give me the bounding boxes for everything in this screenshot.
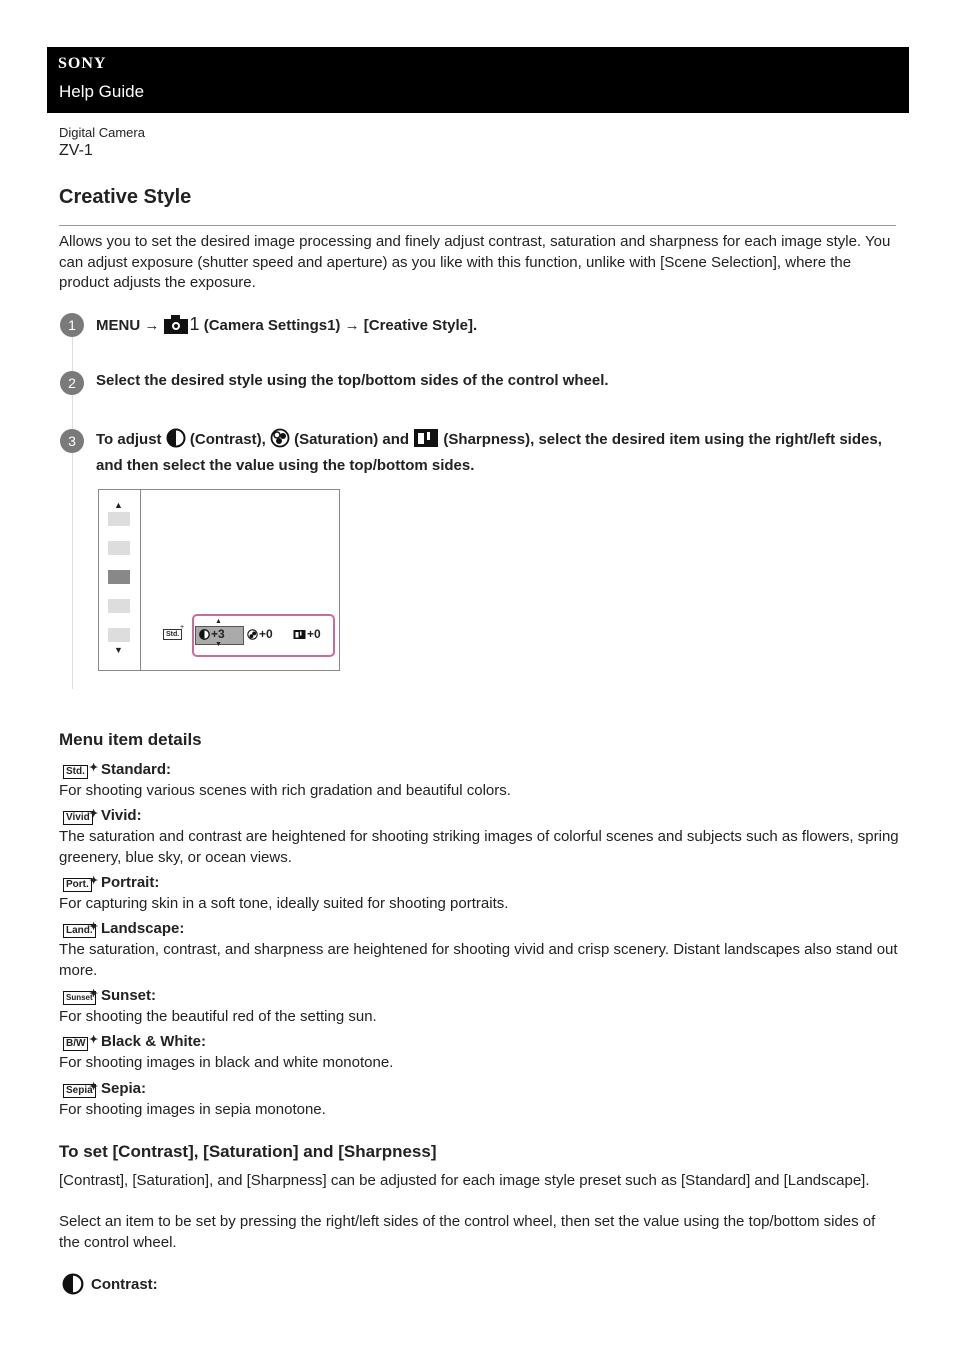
saturation-icon bbox=[270, 428, 290, 455]
contrast-subheading bbox=[62, 1273, 158, 1295]
std-badge-small: Std. bbox=[163, 629, 182, 640]
standard-style-icon: Std. ✦ bbox=[63, 760, 97, 780]
step-3-pre: To adjust bbox=[96, 431, 162, 448]
list-item bbox=[59, 1078, 904, 1121]
contrast-value: +3 bbox=[211, 627, 225, 641]
style-tile bbox=[108, 541, 130, 555]
step-3-saturation: (Saturation) and bbox=[294, 431, 410, 448]
camera-settings-number: 1 bbox=[189, 314, 200, 334]
adjust-heading: To set [Contrast], [Saturation] and [Sharpness] bbox=[59, 1142, 437, 1161]
saturation-icon-small bbox=[247, 629, 258, 640]
style-tile-selected bbox=[108, 570, 130, 584]
up-caret-icon: ▲ bbox=[215, 618, 222, 625]
page-title: Creative Style bbox=[59, 186, 192, 208]
contrast-icon-small bbox=[199, 629, 210, 640]
menu-details-heading: Menu item details bbox=[59, 730, 202, 749]
product-model: ZV-1 bbox=[59, 142, 93, 159]
sunset-style-icon: Sunset ✦ bbox=[63, 986, 97, 1006]
screen-divider bbox=[140, 490, 141, 670]
item-desc: For shooting the beautiful red of the setting sun. bbox=[59, 1008, 377, 1025]
item-desc: The saturation, contrast, and sharpness are heightened for shooting vivid and crisp scenery. Distant landscapes also stand out more. bbox=[59, 941, 898, 979]
sharpness-value: +0 bbox=[307, 627, 321, 641]
bw-style-icon: B/W ✦ bbox=[63, 1032, 97, 1052]
step-number-3: 3 bbox=[60, 429, 84, 453]
item-name: Sepia: bbox=[101, 1079, 147, 1097]
title-divider bbox=[59, 225, 896, 226]
step-number-1: 1 bbox=[60, 313, 84, 337]
item-name: Landscape: bbox=[101, 919, 185, 937]
item-desc: For capturing skin in a soft tone, ideally suited for shooting portraits. bbox=[59, 895, 509, 912]
list-item bbox=[59, 985, 904, 1028]
saturation-value: +0 bbox=[259, 627, 273, 641]
contrast-icon bbox=[166, 428, 186, 455]
portrait-style-icon: Port. ✦ bbox=[63, 873, 97, 893]
style-tile bbox=[108, 512, 130, 526]
style-tile bbox=[108, 628, 130, 642]
item-desc: For shooting various scenes with rich gradation and beautiful colors. bbox=[59, 782, 511, 799]
adjust-para-2: Select an item to be set by pressing the right/left sides of the control wheel, then set the value using the top/bottom sides of the control wheel. bbox=[59, 1213, 876, 1251]
list-item bbox=[59, 759, 904, 802]
step-2: Select the desired style using the top/bottom sides of the control wheel. bbox=[96, 372, 609, 389]
vivid-style-icon: Vivid ✦ bbox=[63, 806, 97, 826]
header-bar bbox=[47, 47, 909, 113]
sparkle-icon: + bbox=[180, 624, 185, 631]
list-item bbox=[59, 872, 904, 915]
step-1 bbox=[96, 313, 896, 341]
item-desc: For shooting images in black and white monotone. bbox=[59, 1054, 394, 1071]
item-name: Sunset: bbox=[101, 986, 157, 1004]
adjust-para-1: [Contrast], [Saturation], and [Sharpness] can be adjusted for each image style preset such as [Standard] and [Landscape]. bbox=[59, 1172, 870, 1189]
item-name: Vivid: bbox=[101, 806, 142, 824]
item-name: Standard: bbox=[101, 760, 172, 778]
camera-screen-illustration bbox=[98, 489, 340, 671]
item-name: Portrait: bbox=[101, 873, 160, 891]
product-category: Digital Camera bbox=[59, 125, 145, 140]
sepia-style-icon: Sepia ✦ bbox=[63, 1079, 97, 1099]
step-3-contrast: (Contrast), bbox=[189, 431, 266, 448]
list-item bbox=[59, 805, 904, 868]
step-1-pre: MENU → bbox=[96, 317, 160, 334]
item-desc: The saturation and contrast are heightened for shooting striking images of colorful scenes and subjects such as flowers, spring greenery, blue sky, or ocean views. bbox=[59, 828, 899, 866]
contrast-icon bbox=[62, 1273, 84, 1295]
down-caret-icon: ▼ bbox=[215, 641, 222, 648]
step-3 bbox=[96, 428, 896, 477]
sony-logo: SONY bbox=[58, 55, 107, 72]
contrast-label: Contrast: bbox=[91, 1275, 158, 1293]
sharpness-icon-small bbox=[293, 629, 306, 640]
item-desc: For shooting images in sepia monotone. bbox=[59, 1101, 326, 1118]
landscape-style-icon: Land. ✦ bbox=[63, 919, 97, 939]
list-item bbox=[59, 1031, 904, 1074]
camera-icon bbox=[164, 314, 190, 341]
down-arrow-icon: ▼ bbox=[114, 645, 123, 655]
step-number-2: 2 bbox=[60, 371, 84, 395]
help-guide-title: Help Guide bbox=[59, 82, 145, 101]
sharpness-icon bbox=[413, 428, 439, 455]
step-1-post: (Camera Settings1) → [Creative Style]. bbox=[203, 317, 478, 334]
item-name: Black & White: bbox=[101, 1032, 207, 1050]
intro-text: Allows you to set the desired image processing and finely adjust contrast, saturation and sharpness for each image style. You can adjust exposure (shutter speed and aperture) as you like with this function, unlike with [Scene Selection], where the product adjusts the exposure. bbox=[59, 233, 891, 291]
up-arrow-icon: ▲ bbox=[114, 500, 123, 510]
style-tile bbox=[108, 599, 130, 613]
step-3-sharpness: (Sharpness), select the desired item using the right/left sides, and then select the value using the top/bottom sides. bbox=[96, 431, 882, 474]
list-item bbox=[59, 918, 904, 981]
